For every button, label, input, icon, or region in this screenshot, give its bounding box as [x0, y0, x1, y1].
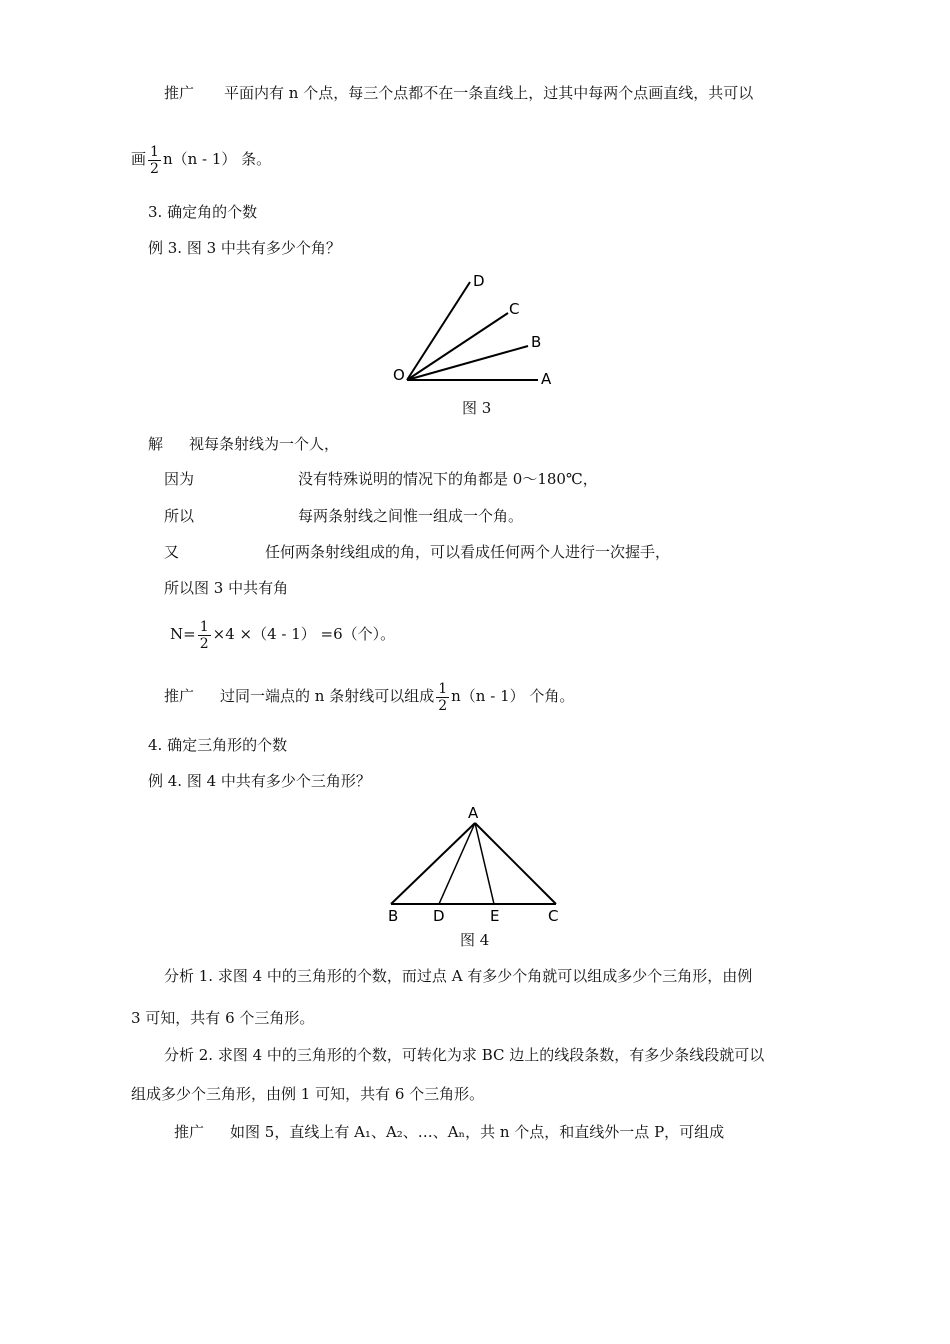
formula-pre: N= — [170, 625, 196, 643]
label-D: D — [433, 907, 445, 925]
p1-cont-post: n（n - 1） 条。 — [162, 150, 272, 168]
gen3-label: 推广 — [164, 687, 195, 705]
side-AC — [475, 823, 556, 904]
label-A: A — [468, 804, 479, 822]
gen3-post: n（n - 1） 个角。 — [451, 687, 575, 705]
example3-question: 例 3. 图 3 中共有多少个角？ — [148, 239, 341, 257]
formula-fraction — [198, 619, 211, 652]
formula-num: 1 — [199, 618, 209, 635]
sol3-generalization — [164, 677, 574, 715]
gen4-label: 推广 — [174, 1123, 205, 1141]
sol3-because-label: 因为 — [164, 470, 195, 488]
gen3-num: 1 — [438, 680, 448, 697]
sol3-so-text: 每两条射线之间惟一组成一个角。 — [298, 507, 524, 525]
section4-heading: 4. 确定三角形的个数 — [148, 736, 288, 754]
p1-line1 — [164, 83, 753, 103]
figure3 — [385, 270, 585, 400]
sol3-because-line — [164, 469, 194, 489]
p1-cont-pre: 画 — [131, 150, 147, 168]
sol3-jie-line — [148, 434, 339, 454]
sol3-because-text: 没有特殊说明的情况下的角都是 0～180℃， — [298, 470, 598, 488]
p1-frac-den: 2 — [150, 160, 159, 177]
sol3-also-label: 又 — [164, 543, 180, 561]
analysis2-line1: 分析 2. 求图 4 中的三角形的个数，可转化为求 BC 边上的线段条数，有多少条线段就可以 — [164, 1046, 765, 1064]
p1-line2 — [131, 142, 271, 177]
formula-den: 2 — [199, 635, 209, 652]
sol3-jie: 解 — [148, 435, 164, 453]
sol3-total: 所以图 3 中共有角 — [164, 579, 289, 597]
sol3-so-label: 所以 — [164, 507, 195, 525]
ray-OC — [407, 313, 508, 380]
figure3-caption: 图 3 — [462, 399, 492, 417]
sol3-also-line — [164, 542, 179, 562]
sol3-formula — [170, 615, 395, 653]
gen3-fraction — [436, 681, 449, 714]
side-AB — [391, 823, 475, 904]
gen4-text: 如图 5，直线上有 A₁、A₂、…、Aₙ，共 n 个点，和直线外一点 P，可组成 — [230, 1123, 725, 1141]
analysis1-line1: 分析 1. 求图 4 中的三角形的个数，而过点 A 有多少个角就可以组成多少个三角形，由例 — [164, 967, 753, 985]
gen3-pre: 过同一端点的 n 条射线可以组成 — [220, 687, 435, 705]
label-B: B — [388, 907, 399, 925]
segment-AD — [439, 823, 475, 904]
label-C: C — [548, 907, 559, 925]
label-B: B — [531, 333, 542, 351]
example4-question: 例 4. 图 4 中共有多少个三角形？ — [148, 772, 371, 790]
sol3-so-line — [164, 506, 194, 526]
p1-fraction — [148, 144, 161, 177]
p1-text: 平面内有 n 个点，每三个点都不在一条直线上，过其中每两个点画直线，共可以 — [224, 84, 754, 102]
label-O: O — [393, 366, 405, 384]
analysis2-line2: 组成多少个三角形，由例 1 可知，共有 6 个三角形。 — [131, 1085, 485, 1103]
label-A: A — [541, 370, 552, 388]
sol3-also-text: 任何两条射线组成的角，可以看成任何两个人进行一次握手， — [265, 543, 671, 561]
p1-frac-num: 1 — [150, 143, 159, 160]
figure4-caption: 图 4 — [460, 931, 490, 949]
gen3-den: 2 — [438, 697, 448, 714]
p1-label: 推广 — [164, 84, 195, 102]
gen4-line — [174, 1122, 724, 1142]
label-C: C — [509, 300, 520, 318]
section3-heading: 3. 确定角的个数 — [148, 203, 258, 221]
sol3-jie-text: 视每条射线为一个人， — [189, 435, 340, 453]
label-E: E — [490, 907, 500, 925]
figure4 — [380, 800, 580, 925]
segment-AE — [475, 823, 494, 904]
analysis1-line2: 3 可知，共有 6 个三角形。 — [131, 1009, 315, 1027]
formula-post: ×4 ×（4 - 1） =6（个）。 — [212, 625, 396, 643]
label-D: D — [473, 272, 485, 290]
